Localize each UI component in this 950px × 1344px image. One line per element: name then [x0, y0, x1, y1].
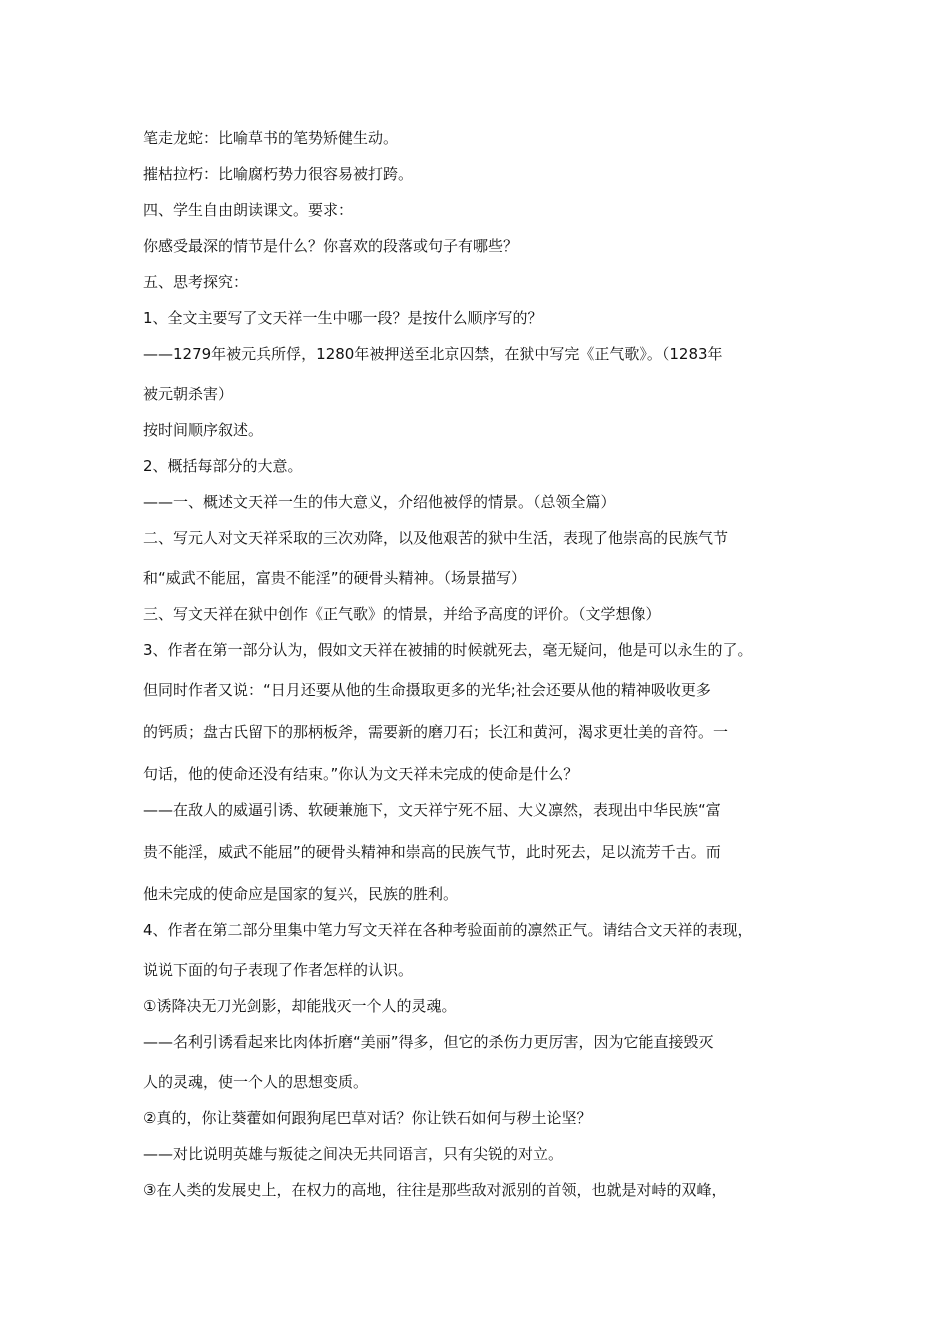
- text-line: 四、学生自由朗读课文。要求：: [143, 201, 354, 219]
- text-line: ③在人类的发展史上，在权力的高地，往往是那些敌对派别的首领，也就是对峙的双峰，: [143, 1181, 727, 1199]
- text-line: 笔走龙蛇：比喻草书的笔势矫健生动。: [143, 129, 399, 147]
- text-line: ——1279年被元兵所俘，1280年被押送至北京囚禁，在狱中写完《正气歌》。（1283年: [143, 345, 723, 363]
- text-line: ——对比说明英雄与叛徒之间决无共同语言，只有尖锐的对立。: [143, 1145, 564, 1163]
- text-line: 4、作者在第二部分里集中笔力写文天祥在各种考验面前的凛然正气。请结合文天祥的表现，: [143, 921, 753, 939]
- text-line: 2、概括每部分的大意。: [143, 457, 303, 475]
- text-line: 你感受最深的情节是什么？你喜欢的段落或句子有哪些？: [143, 237, 519, 255]
- text-line: 被元朝杀害）: [143, 385, 234, 403]
- text-line: 和“威武不能屈，富贵不能淫”的硬骨头精神。（场景描写）: [143, 569, 527, 587]
- text-line: ——名利引诱看起来比肉体折磨“美丽”得多，但它的杀伤力更厉害，因为它能直接毁灭: [143, 1033, 714, 1051]
- text-line: 但同时作者又说：“日月还要从他的生命摄取更多的光华;社会还要从他的精神吸收更多: [143, 681, 711, 699]
- text-line: 说说下面的句子表现了作者怎样的认识。: [143, 961, 414, 979]
- text-line: 人的灵魂，使一个人的思想变质。: [143, 1073, 369, 1091]
- text-line: 句话，他的使命还没有结束。”你认为文天祥未完成的使命是什么？: [143, 765, 579, 783]
- text-line: ——一、概述文天祥一生的伟大意义，介绍他被俘的情景。（总领全篇）: [143, 493, 616, 511]
- text-line: 摧枯拉朽：比喻腐朽势力很容易被打跨。: [143, 165, 414, 183]
- text-line: 按时间顺序叙述。: [143, 421, 264, 439]
- text-line: ②真的，你让葵藿如何跟狗尾巴草对话？你让铁石如何与秽土论坚？: [143, 1109, 592, 1127]
- text-line: 三、写文天祥在狱中创作《正气歌》的情景，并给予高度的评价。（文学想像）: [143, 605, 661, 623]
- text-line: 的钙质；盘古氏留下的那柄板斧，需要新的磨刀石；长江和黄河，渴求更壮美的音符。一: [143, 723, 729, 741]
- text-line: 贵不能淫，威武不能屈”的硬骨头精神和崇高的民族气节，此时死去，足以流芳千古。而: [143, 843, 721, 861]
- text-line: 他未完成的使命应是国家的复兴，民族的胜利。: [143, 885, 459, 903]
- text-line: ①诱降决无刀光剑影，却能戕灭一个人的灵魂。: [143, 997, 457, 1015]
- text-line: 二、写元人对文天祥采取的三次劝降，以及他艰苦的狱中生活，表现了他崇高的民族气节: [143, 529, 729, 547]
- text-line: ——在敌人的威逼引诱、软硬兼施下，文天祥宁死不屈、大义凛然，表现出中华民族“富: [143, 801, 721, 819]
- text-line: 五、思考探究：: [143, 273, 249, 291]
- text-line: 3、作者在第一部分认为，假如文天祥在被捕的时候就死去，毫无疑问，他是可以永生的了。: [143, 641, 753, 659]
- text-line: 1、全文主要写了文天祥一生中哪一段？是按什么顺序写的？: [143, 309, 543, 327]
